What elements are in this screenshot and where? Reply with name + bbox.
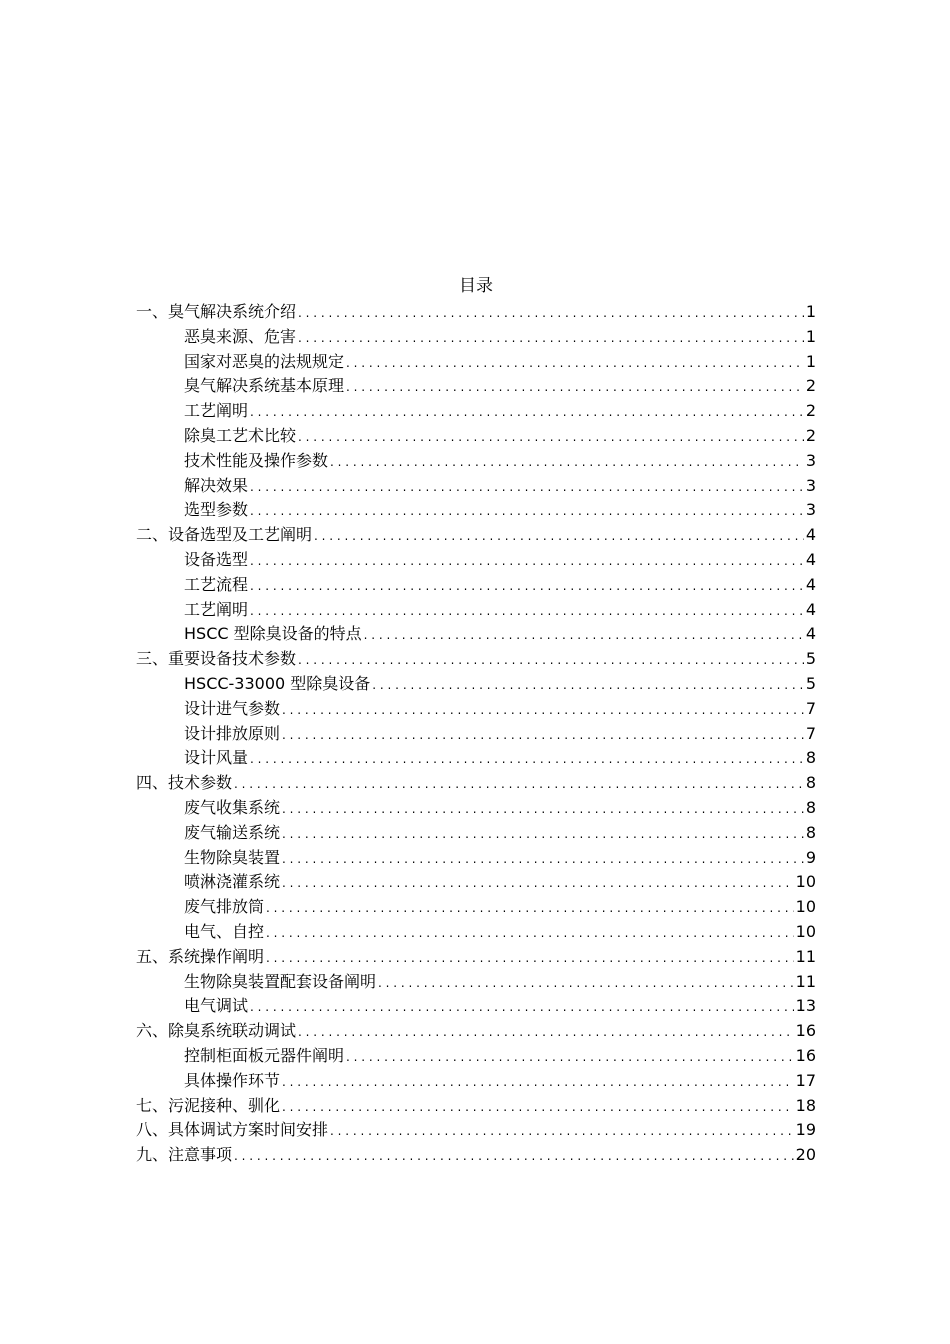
- toc-section-entry[interactable]: [136, 622, 816, 647]
- toc-entry-text: 臭气解决系统基本原理: [184, 376, 345, 396]
- toc-entry-text: 三、重要设备技术参数: [136, 649, 297, 669]
- toc-section-entry[interactable]: [136, 994, 816, 1019]
- toc-section-entry[interactable]: [136, 796, 816, 821]
- toc-section-entry[interactable]: [136, 424, 816, 449]
- toc-page-number: 9: [805, 847, 816, 867]
- toc-section-entry[interactable]: [136, 722, 816, 747]
- toc-entry-text: HSCC-33000 型除臭设备: [184, 673, 371, 693]
- toc-leader-dots: [250, 995, 794, 1020]
- toc-leader-dots: [250, 475, 804, 500]
- toc-page-number: 2: [805, 376, 816, 396]
- toc-entry-text: 恶臭来源、危害: [184, 326, 297, 346]
- toc-leader-dots: [346, 351, 804, 376]
- toc-leader-dots: [250, 400, 804, 425]
- toc-section-entry[interactable]: [136, 920, 816, 945]
- toc-page-number: 17: [795, 1070, 816, 1090]
- toc-leader-dots: [346, 1045, 794, 1070]
- toc-page-number: 20: [795, 1145, 816, 1165]
- toc-page-number: 8: [805, 748, 816, 768]
- toc-entry-text: HSCC 型除臭设备的特点: [184, 624, 362, 644]
- toc-leader-dots: [282, 797, 804, 822]
- toc-page-number: 11: [795, 946, 816, 966]
- toc-entry-text: 除臭工艺术比较: [184, 425, 297, 445]
- toc-chapter-entry[interactable]: [136, 1094, 816, 1119]
- toc-entry-text: 喷淋浇灌系统: [184, 872, 281, 892]
- toc-page-number: 11: [795, 971, 816, 991]
- toc-page-number: 10: [795, 872, 816, 892]
- toc-section-entry[interactable]: [136, 821, 816, 846]
- toc-leader-dots: [330, 450, 804, 475]
- toc-page-number: 18: [795, 1095, 816, 1115]
- toc-section-entry[interactable]: [136, 1069, 816, 1094]
- toc-section-entry[interactable]: [136, 870, 816, 895]
- toc-page-number: 16: [795, 1045, 816, 1065]
- toc-list: [136, 300, 816, 1168]
- toc-entry-text: 生物除臭装置: [184, 847, 281, 867]
- toc-section-entry[interactable]: [136, 697, 816, 722]
- toc-section-entry[interactable]: [136, 498, 816, 523]
- toc-page-number: 5: [805, 649, 816, 669]
- toc-section-entry[interactable]: [136, 325, 816, 350]
- toc-leader-dots: [234, 1144, 794, 1169]
- toc-page-number: 1: [805, 351, 816, 371]
- toc-entry-text: 工艺流程: [184, 574, 249, 594]
- toc-entry-text: 废气收集系统: [184, 797, 281, 817]
- toc-section-entry[interactable]: [136, 374, 816, 399]
- toc-entry-text: 设备选型: [184, 549, 249, 569]
- toc-entry-text: 电气、自控: [184, 921, 265, 941]
- toc-entry-text: 七、污泥接种、驯化: [136, 1095, 281, 1115]
- toc-section-entry[interactable]: [136, 573, 816, 598]
- toc-leader-dots: [250, 499, 804, 524]
- toc-section-entry[interactable]: [136, 548, 816, 573]
- toc-section-entry[interactable]: [136, 598, 816, 623]
- toc-page-number: 19: [795, 1120, 816, 1140]
- toc-leader-dots: [298, 648, 804, 673]
- toc-entry-text: 电气调试: [184, 996, 249, 1016]
- toc-entry-text: 选型参数: [184, 500, 249, 520]
- toc-page-number: 2: [805, 401, 816, 421]
- toc-page-number: 10: [795, 897, 816, 917]
- toc-leader-dots: [282, 871, 794, 896]
- toc-leader-dots: [298, 425, 804, 450]
- toc-page-number: 8: [805, 797, 816, 817]
- toc-page-number: 7: [805, 698, 816, 718]
- toc-section-entry[interactable]: [136, 449, 816, 474]
- toc-entry-text: 五、系统操作阐明: [136, 946, 265, 966]
- toc-section-entry[interactable]: [136, 474, 816, 499]
- toc-chapter-entry[interactable]: [136, 1143, 816, 1168]
- toc-page-number: 1: [805, 326, 816, 346]
- toc-leader-dots: [372, 673, 804, 698]
- toc-leader-dots: [250, 747, 804, 772]
- toc-section-entry[interactable]: [136, 846, 816, 871]
- toc-entry-text: 生物除臭装置配套设备阐明: [184, 971, 377, 991]
- toc-chapter-entry[interactable]: [136, 300, 816, 325]
- toc-entry-text: 设计进气参数: [184, 698, 281, 718]
- toc-leader-dots: [250, 599, 804, 624]
- toc-chapter-entry[interactable]: [136, 945, 816, 970]
- toc-title: 目录: [459, 276, 493, 296]
- toc-entry-text: 具体操作环节: [184, 1070, 281, 1090]
- toc-leader-dots: [250, 574, 804, 599]
- toc-page-number: 4: [805, 574, 816, 594]
- toc-page-number: 4: [805, 549, 816, 569]
- toc-leader-dots: [330, 1119, 794, 1144]
- toc-leader-dots: [298, 326, 804, 351]
- toc-page-number: 4: [805, 525, 816, 545]
- toc-leader-dots: [266, 921, 794, 946]
- toc-page-number: 13: [795, 996, 816, 1016]
- toc-section-entry[interactable]: [136, 1044, 816, 1069]
- toc-page-number: 8: [805, 822, 816, 842]
- toc-chapter-entry[interactable]: [136, 523, 816, 548]
- toc-chapter-entry[interactable]: [136, 1019, 816, 1044]
- table-of-contents: [136, 274, 816, 1168]
- toc-leader-dots: [298, 301, 804, 326]
- toc-entry-text: 设计风量: [184, 748, 249, 768]
- toc-leader-dots: [234, 772, 804, 797]
- toc-page-number: 3: [805, 450, 816, 470]
- toc-leader-dots: [364, 623, 804, 648]
- toc-page-number: 3: [805, 475, 816, 495]
- toc-leader-dots: [282, 698, 804, 723]
- toc-entry-text: 一、臭气解决系统介绍: [136, 302, 297, 321]
- toc-entry-text: 六、除臭系统联动调试: [136, 1021, 297, 1041]
- toc-entry-text: 工艺阐明: [184, 599, 249, 619]
- toc-leader-dots: [282, 1070, 794, 1095]
- toc-chapter-entry[interactable]: [136, 771, 816, 796]
- toc-entry-text: 国家对恶臭的法规规定: [184, 351, 345, 371]
- toc-leader-dots: [314, 524, 804, 549]
- toc-entry-text: 废气输送系统: [184, 822, 281, 842]
- toc-leader-dots: [282, 723, 804, 748]
- toc-page-number: 4: [805, 599, 816, 619]
- toc-page-number: 3: [805, 500, 816, 520]
- toc-entry-text: 技术性能及操作参数: [184, 450, 329, 470]
- toc-entry-text: 解决效果: [184, 475, 249, 495]
- toc-entry-text: 控制柜面板元器件阐明: [184, 1045, 345, 1065]
- toc-leader-dots: [266, 896, 794, 921]
- toc-page-number: 7: [805, 723, 816, 743]
- toc-chapter-entry[interactable]: [136, 647, 816, 672]
- toc-entry-text: 废气排放筒: [184, 897, 265, 917]
- toc-leader-dots: [378, 971, 794, 996]
- toc-leader-dots: [282, 1095, 794, 1120]
- toc-leader-dots: [266, 946, 794, 971]
- toc-page-number: 5: [805, 673, 816, 693]
- toc-leader-dots: [282, 847, 804, 872]
- toc-entry-text: 八、具体调试方案时间安排: [136, 1120, 329, 1140]
- toc-page-number: 16: [795, 1021, 816, 1041]
- toc-page-number: 1: [805, 302, 816, 321]
- toc-leader-dots: [298, 1020, 794, 1045]
- toc-page-number: 10: [795, 921, 816, 941]
- toc-page-number: 4: [805, 624, 816, 644]
- toc-section-entry[interactable]: [136, 399, 816, 424]
- toc-entry-text: 九、注意事项: [136, 1145, 233, 1165]
- toc-section-entry[interactable]: [136, 746, 816, 771]
- toc-section-entry[interactable]: [136, 350, 816, 375]
- toc-entry-text: 设计排放原则: [184, 723, 281, 743]
- toc-section-entry[interactable]: [136, 672, 816, 697]
- toc-entry-text: 工艺阐明: [184, 401, 249, 421]
- toc-page-number: 2: [805, 425, 816, 445]
- toc-page-number: 8: [805, 773, 816, 793]
- toc-chapter-entry[interactable]: [136, 1118, 816, 1143]
- toc-entry-text: 二、设备选型及工艺阐明: [136, 525, 313, 545]
- toc-section-entry[interactable]: [136, 970, 816, 995]
- toc-leader-dots: [282, 822, 804, 847]
- toc-leader-dots: [346, 375, 804, 400]
- toc-section-entry[interactable]: [136, 895, 816, 920]
- toc-entry-text: 四、技术参数: [136, 773, 233, 793]
- toc-leader-dots: [250, 549, 804, 574]
